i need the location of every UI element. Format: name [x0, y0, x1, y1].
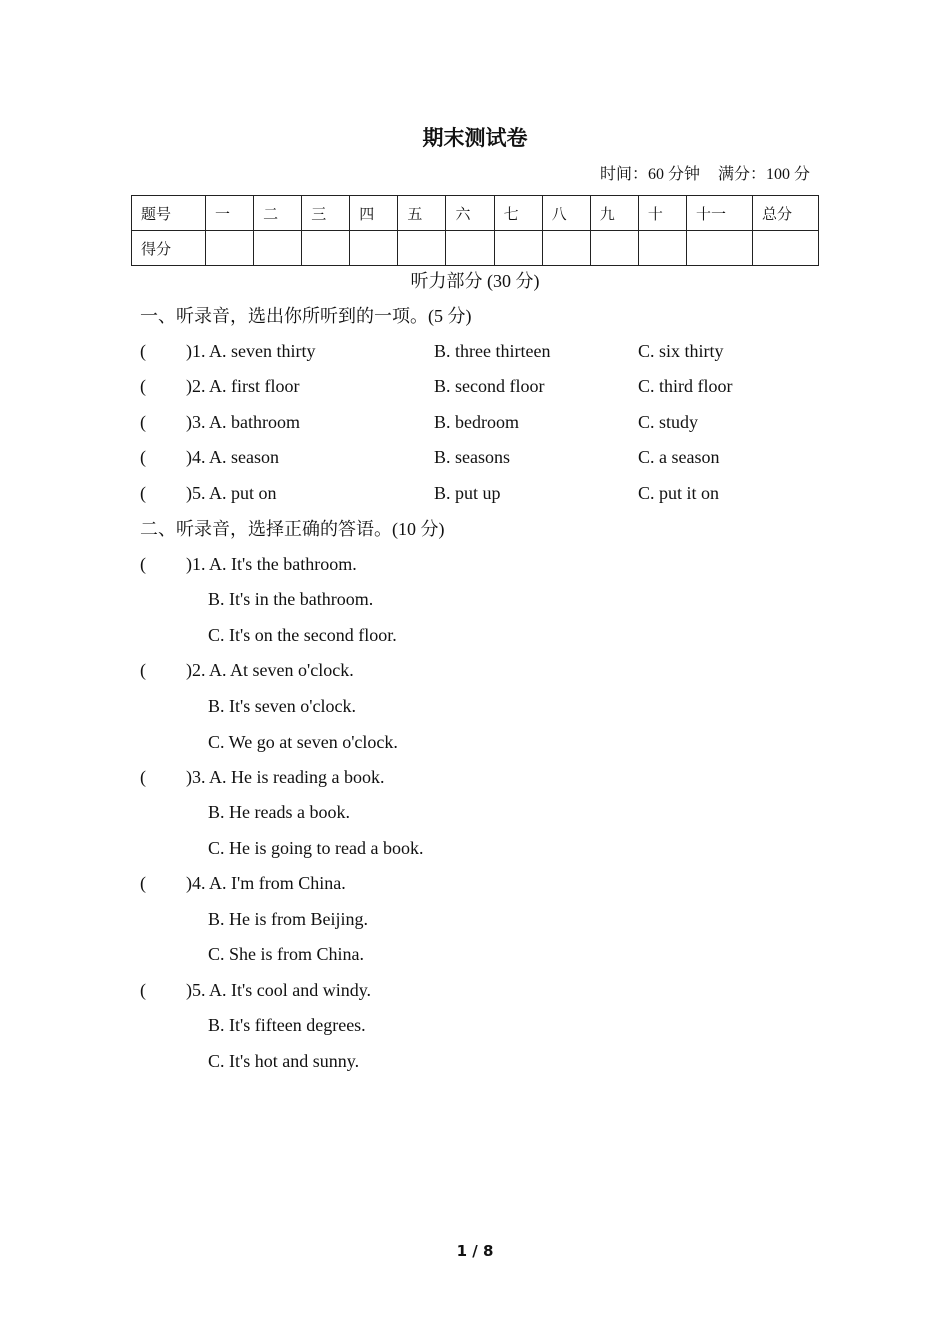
option-a: )4. A. season	[186, 447, 279, 467]
part1-question	[140, 338, 724, 364]
score-cell[interactable]	[542, 231, 590, 266]
full-score: 满分：100 分	[717, 166, 810, 183]
option-a: )1. A. seven thirty	[186, 341, 316, 361]
option-c: C. He is going to read a book.	[208, 838, 424, 858]
option-a: )3. A. bathroom	[186, 412, 300, 432]
header-cell: 七	[494, 196, 542, 231]
answer-paren[interactable]: (	[140, 376, 146, 396]
option-a: )1. A. It's the bathroom.	[186, 554, 357, 574]
header-cell: 一	[206, 196, 254, 231]
option-b: B. put up	[434, 483, 501, 503]
score-table-score-row	[132, 231, 819, 266]
option-b: B. three thirteen	[434, 341, 551, 361]
option-c: C. study	[638, 412, 699, 432]
header-cell: 五	[398, 196, 446, 231]
score-cell[interactable]	[753, 231, 819, 266]
answer-paren[interactable]: (	[140, 412, 146, 432]
score-cell[interactable]	[302, 231, 350, 266]
header-cell: 十一	[687, 196, 753, 231]
header-cell: 六	[446, 196, 494, 231]
exam-meta	[586, 161, 810, 184]
part1-title: 一、听录音，选出你所听到的一项。(5 分)	[140, 306, 472, 326]
listening-section-title: 听力部分 (30 分)	[410, 271, 540, 291]
score-cell[interactable]	[590, 231, 638, 266]
score-cell[interactable]	[206, 231, 254, 266]
page-indicator: 1 / 8	[456, 1242, 494, 1260]
option-a: )2. A. first floor	[186, 376, 300, 396]
option-a: )2. A. At seven o'clock.	[186, 660, 354, 680]
option-b: B. It's in the bathroom.	[208, 589, 374, 609]
score-cell[interactable]	[494, 231, 542, 266]
header-cell: 十	[638, 196, 686, 231]
header-cell: 二	[254, 196, 302, 231]
answer-paren[interactable]: (	[140, 483, 146, 503]
answer-paren[interactable]: (	[140, 767, 146, 787]
option-c: C. We go at seven o'clock.	[208, 732, 398, 752]
answer-paren[interactable]: (	[140, 980, 146, 1000]
option-b: B. He is from Beijing.	[208, 909, 368, 929]
option-b: B. He reads a book.	[208, 802, 350, 822]
score-cell[interactable]	[254, 231, 302, 266]
answer-paren[interactable]: (	[140, 554, 146, 574]
option-c: C. She is from China.	[208, 944, 364, 964]
answer-paren[interactable]: (	[140, 447, 146, 467]
header-cell: 三	[302, 196, 350, 231]
option-c: C. It's hot and sunny.	[208, 1051, 360, 1071]
score-cell[interactable]	[446, 231, 494, 266]
score-cell[interactable]	[398, 231, 446, 266]
score-cell[interactable]	[350, 231, 398, 266]
option-b: B. seasons	[434, 447, 510, 467]
part2-question	[140, 764, 384, 790]
page-title: 期末测试卷	[422, 126, 528, 150]
part2-title: 二、听录音，选择正确的答语。(10 分)	[140, 519, 445, 539]
option-c: C. put it on	[638, 483, 720, 503]
part2-question	[140, 657, 354, 683]
option-c: C. third floor	[638, 376, 733, 396]
answer-paren[interactable]: (	[140, 341, 146, 361]
score-cell[interactable]	[638, 231, 686, 266]
option-a: )3. A. He is reading a book.	[186, 767, 385, 787]
option-c: C. six thirty	[638, 341, 724, 361]
part2-question	[140, 551, 357, 577]
part2-question	[140, 977, 371, 1003]
part1-question	[140, 409, 699, 435]
header-cell: 题号	[132, 196, 206, 231]
header-cell: 八	[542, 196, 590, 231]
option-b: B. bedroom	[434, 412, 519, 432]
answer-paren[interactable]: (	[140, 873, 146, 893]
part1-question	[140, 480, 720, 506]
score-row-label: 得分	[132, 231, 206, 266]
option-a: )4. A. I'm from China.	[186, 873, 346, 893]
part2-question	[140, 870, 346, 896]
option-b: B. It's fifteen degrees.	[208, 1015, 366, 1035]
header-cell: 九	[590, 196, 638, 231]
score-table	[131, 195, 819, 266]
score-cell[interactable]	[687, 231, 753, 266]
option-a: )5. A. put on	[186, 483, 277, 503]
option-b: B. It's seven o'clock.	[208, 696, 356, 716]
time-limit: 时间：60 分钟	[599, 166, 700, 183]
part1-question	[140, 373, 733, 399]
option-b: B. second floor	[434, 376, 545, 396]
header-cell: 总分	[753, 196, 819, 231]
score-table-header-row	[132, 196, 819, 231]
option-c: C. a season	[638, 447, 720, 467]
answer-paren[interactable]: (	[140, 660, 146, 680]
part1-question	[140, 444, 720, 470]
option-c: C. It's on the second floor.	[208, 625, 397, 645]
header-cell: 四	[350, 196, 398, 231]
option-a: )5. A. It's cool and windy.	[186, 980, 372, 1000]
